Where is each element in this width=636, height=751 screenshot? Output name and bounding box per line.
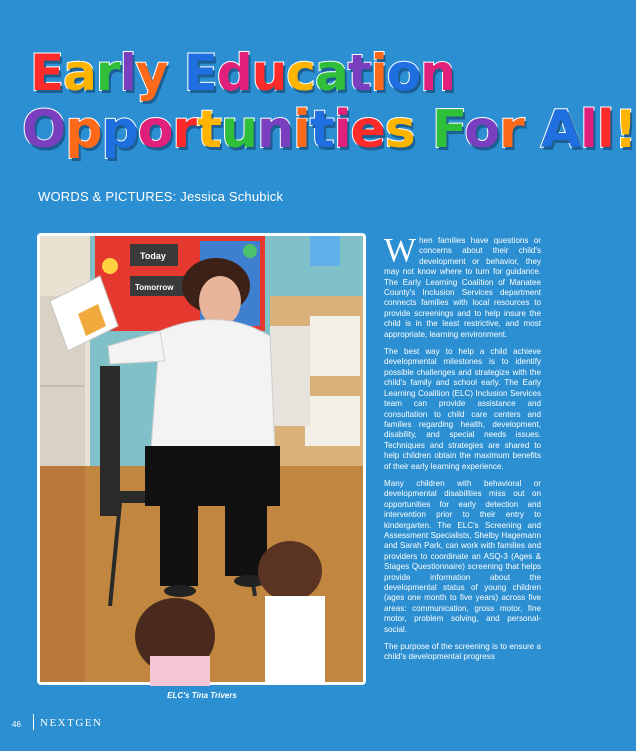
headline-letter: n <box>256 100 293 160</box>
headline-letter: O <box>22 100 66 160</box>
headline-letter: o <box>386 44 421 102</box>
headline-letter: i <box>293 100 310 160</box>
today-sign: Today <box>140 251 166 261</box>
headline-letter: p <box>65 100 102 160</box>
headline-line-2 <box>22 100 636 160</box>
headline-letter: u <box>220 100 257 160</box>
headline-line-1 <box>30 44 579 102</box>
headline-letter: t <box>197 100 221 160</box>
page-footer <box>0 712 579 751</box>
headline-letter: l <box>596 100 614 160</box>
publication-name: NEXTGEN <box>40 717 103 729</box>
headline-letter: e <box>350 100 385 160</box>
headline-letter: n <box>420 44 455 102</box>
headline-letter: i <box>370 44 387 102</box>
byline: WORDS & PICTURES: Jessica Schubick <box>38 189 284 204</box>
headline-letter: o <box>464 100 500 160</box>
footer-divider <box>33 714 34 730</box>
headline-letter: r <box>172 100 198 160</box>
tomorrow-sign: Tomorrow <box>135 283 174 292</box>
article-body <box>384 232 541 670</box>
headline-letter <box>415 100 432 160</box>
headline-letter: y <box>135 44 168 102</box>
article-photo <box>37 233 366 685</box>
headline-letter: o <box>137 100 173 160</box>
headline-letter <box>524 100 541 160</box>
headline-letter: d <box>216 44 252 102</box>
headline-letter: a <box>314 44 348 102</box>
headline-letter: r <box>499 100 524 160</box>
article-paragraph: Many children with behavioral or developmental disabilities miss out on opportunities for early detection and intervention prior to their entry to kindergarten. The ELC's Screening and Assessment Specialists, Shelby Hagemann and Sarah Park, can work with families and providers to coordinate an ASQ-3 (Ages & Stages Questionnaire) screening that helps provide information about the developmental status of young children (ages one month to five years) across five areas: communication, gross motor, fine motor, problem solving, and personal-social. <box>384 478 541 634</box>
page-number: 46 <box>12 720 21 729</box>
headline-letter: t <box>347 44 371 102</box>
headline-letter: r <box>95 44 120 102</box>
headline-letter: p <box>101 100 138 160</box>
headline-letter: s <box>384 100 415 160</box>
drop-cap: W <box>384 232 417 269</box>
article-paragraph: The best way to help a child achieve developmental milestones is to identify possible challenges and strategize with the child's family and school early. The Early Learning Coalition (ELC) Inclusion Services team can provide assistance and consultation to child care centers and families regarding health, development, disability, and special needs issues. Techniques and strategies are shared to help children obtain the maximum benefits of their early learning experience. <box>384 347 541 471</box>
headline-letter: a <box>63 44 96 102</box>
classroom-photo-illustration <box>40 236 363 682</box>
headline <box>0 44 636 160</box>
headline-letter: E <box>183 44 217 102</box>
headline-letter: l <box>119 44 136 102</box>
headline-letter: l <box>580 100 597 160</box>
headline-letter <box>167 44 183 102</box>
headline-letter: E <box>30 44 64 102</box>
headline-letter: A <box>540 100 581 160</box>
headline-letter: ! <box>613 100 636 160</box>
headline-letter: F <box>431 100 465 160</box>
photo-caption: ELC's Tina Trivers <box>167 691 237 700</box>
headline-letter: c <box>286 44 315 102</box>
headline-letter: i <box>333 100 351 160</box>
headline-letter: t <box>309 100 334 160</box>
article-paragraph: When families have questions or concerns about their child's development or behavior, they may not know where to turn for guidance. The Early Learning Coalition of Manatee County's Inclusion Services department connects families with local resources to provide screenings and to help insure the child is in the least restrictive, and most appropriate, learning environment. <box>384 232 541 339</box>
article-paragraph: The purpose of the screening is to ensure a child's developmental progress <box>384 642 541 662</box>
headline-letter: u <box>251 44 287 102</box>
